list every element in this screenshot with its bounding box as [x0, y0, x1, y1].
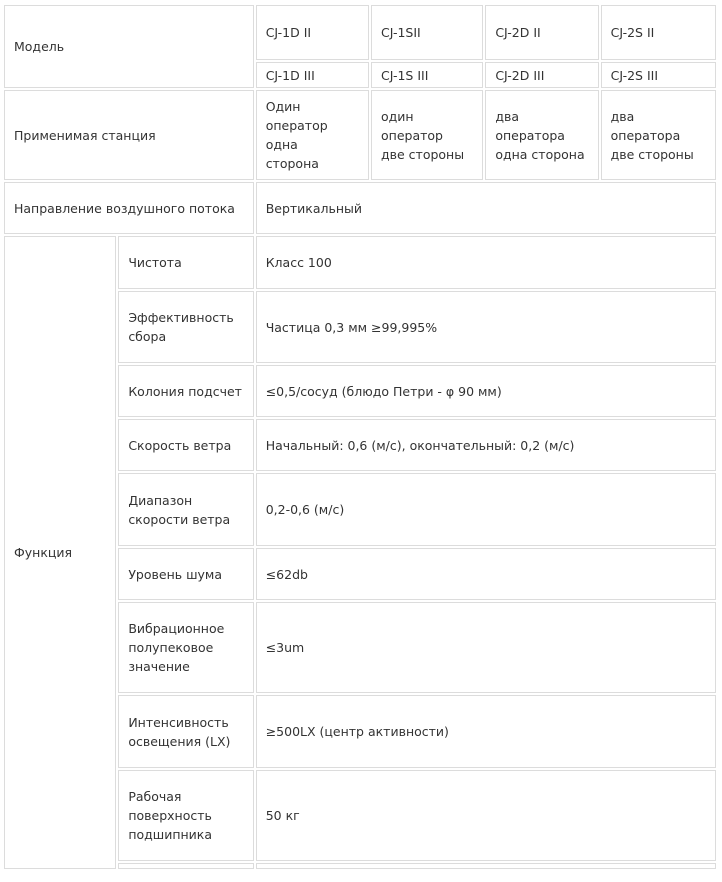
model-cell: CJ-2D III: [485, 62, 598, 88]
function-value: ≤0,5/сосуд (блюдо Петри - φ 90 мм): [256, 365, 716, 417]
function-param: Вибрационное полупековое значение: [118, 602, 253, 693]
function-param: Диапазон скорости ветра: [118, 473, 253, 546]
function-param: Чистота: [118, 236, 253, 289]
model-cell: CJ-1D II: [256, 5, 369, 60]
function-value: ≤62db: [256, 548, 716, 600]
function-row: [4, 236, 716, 289]
airflow-value: Вертикальный: [256, 182, 716, 234]
table-cell-cutoff: [256, 863, 716, 869]
station-cell: два оператора одна сторона: [485, 90, 598, 180]
function-param: Интенсивность освещения (LX): [118, 695, 253, 768]
model-cell: CJ-2D II: [485, 5, 598, 60]
spec-table: [2, 3, 718, 871]
model-row-1: [4, 5, 716, 60]
station-cell: Один оператор одна сторона: [256, 90, 369, 180]
station-row: [4, 90, 716, 180]
function-value: ≥500LX (центр активности): [256, 695, 716, 768]
model-cell: CJ-1S III: [371, 62, 483, 88]
function-value: Начальный: 0,6 (м/с), окончательный: 0,2 (м/с): [256, 419, 716, 471]
model-label: Модель: [4, 5, 254, 88]
model-cell: CJ-1SII: [371, 5, 483, 60]
station-cell: один оператор две стороны: [371, 90, 483, 180]
function-label: Функция: [4, 236, 116, 869]
station-label: Применимая станция: [4, 90, 254, 180]
table-cell-cutoff: [118, 863, 253, 869]
function-param: Рабочая поверхность подшипника: [118, 770, 253, 861]
model-cell: CJ-2S II: [601, 5, 716, 60]
function-param: Уровень шума: [118, 548, 253, 600]
model-cell: CJ-2S III: [601, 62, 716, 88]
function-value: 50 кг: [256, 770, 716, 861]
airflow-row: [4, 182, 716, 234]
station-cell: два оператора две стороны: [601, 90, 716, 180]
model-cell: CJ-1D III: [256, 62, 369, 88]
function-param: Колония подсчет: [118, 365, 253, 417]
function-param: Скорость ветра: [118, 419, 253, 471]
function-value: Класс 100: [256, 236, 716, 289]
airflow-label: Направление воздушного потока: [4, 182, 254, 234]
function-value: Частица 0,3 мм ≥99,995%: [256, 291, 716, 363]
function-param: Эффективность сбора: [118, 291, 253, 363]
function-value: 0,2-0,6 (м/с): [256, 473, 716, 546]
function-value: ≤3um: [256, 602, 716, 693]
